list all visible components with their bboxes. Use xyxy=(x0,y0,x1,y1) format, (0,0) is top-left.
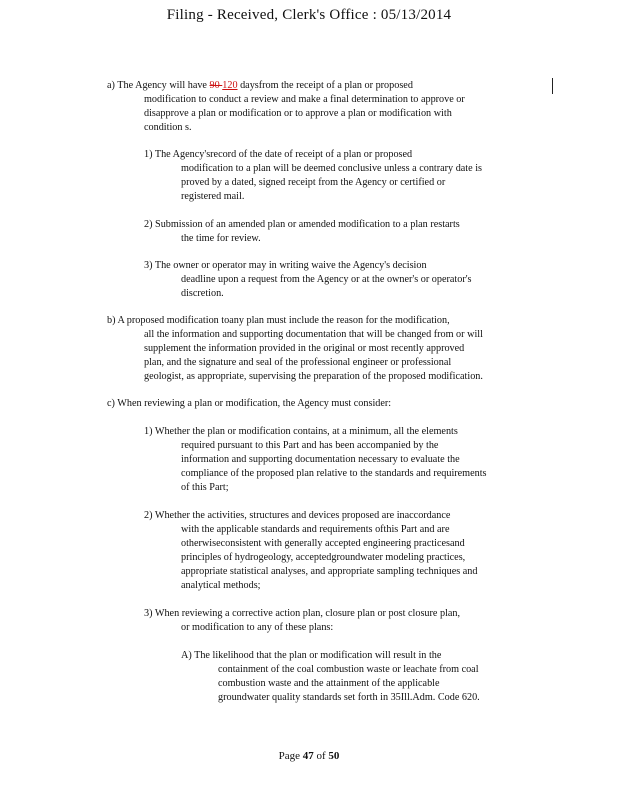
para-a-text: a) The Agency will have xyxy=(107,80,210,91)
para-c1-line: of this Part; xyxy=(181,482,229,493)
para-a-text: daysfrom the receipt of a plan or proposed xyxy=(237,80,413,91)
para-b-line: geologist, as appropriate, supervising the preparation of the proposed modification. xyxy=(144,371,483,382)
para-c2-line: 2) Whether the activities, structures and devices proposed are inaccordance xyxy=(144,510,451,521)
para-c2-line: analytical methods; xyxy=(181,580,261,591)
para-a1-line: registered mail. xyxy=(181,191,245,202)
deleted-text: 90 xyxy=(209,80,223,91)
para-c2-line: with the applicable standards and requirements ofthis Part and are xyxy=(181,524,450,535)
para-c-intro: c) When reviewing a plan or modification, the Agency must consider: xyxy=(107,398,392,409)
page-label: Page xyxy=(278,750,300,762)
para-a1-line: modification to a plan will be deemed conclusive unless a contrary date is xyxy=(181,163,483,174)
para-a3-line: discretion. xyxy=(181,288,224,299)
para-c1-line: required pursuant to this Part and has been accompanied by the xyxy=(181,440,439,451)
para-b-line: b) A proposed modification toany plan must include the reason for the modification, xyxy=(107,315,450,326)
inserted-text: 120 xyxy=(222,80,238,91)
para-a-line: disapprove a plan or modification or to approve a plan or modification with xyxy=(144,108,452,119)
para-a1-line: proved by a dated, signed receipt from the Agency or certified or xyxy=(181,177,446,188)
para-c2-line: appropriate statistical analyses, and appropriate sampling techniques and xyxy=(181,566,478,577)
para-a1-line: 1) The Agency'srecord of the date of receipt of a plan or proposed xyxy=(144,149,413,160)
page-footer xyxy=(0,750,618,762)
para-a3-line: 3) The owner or operator may in writing waive the Agency's decision xyxy=(144,260,427,271)
para-b-line: plan, and the signature and seal of the professional engineer or professional xyxy=(144,357,452,368)
para-c1-line: compliance of the proposed plan relative to the standards and requirements xyxy=(181,468,487,479)
page-number: 47 xyxy=(302,750,314,762)
page-total: 50 xyxy=(328,750,340,762)
para-a3-line: deadline upon a request from the Agency or at the owner's or operator's xyxy=(181,274,472,285)
para-b-line: all the information and supporting documentation that will be changed from or will xyxy=(144,329,483,340)
para-c3a-line: A) The likelihood that the plan or modification will result in the xyxy=(181,650,442,661)
of-label: of xyxy=(316,750,326,762)
para-c3a-line: combustion waste and the attainment of the applicable xyxy=(218,678,440,689)
page-header-title: Filing - Received, Clerk's Office : 05/13/2014 xyxy=(166,7,452,23)
text-cursor xyxy=(552,78,553,94)
para-c2-line: principles of hydrogeology, acceptedgroundwater modeling practices, xyxy=(181,552,466,563)
para-b-line: supplement the information provided in the original or most recently approved xyxy=(144,343,465,354)
para-a-line: condition s. xyxy=(144,122,192,133)
para-a2-line: 2) Submission of an amended plan or amended modification to a plan restarts xyxy=(144,219,460,230)
para-a-line: modification to conduct a review and make a final determination to approve or xyxy=(144,94,465,105)
para-c1-line: 1) Whether the plan or modification contains, at a minimum, all the elements xyxy=(144,426,458,437)
para-c3-line: 3) When reviewing a corrective action plan, closure plan or post closure plan, xyxy=(144,608,461,619)
para-c3a-line: containment of the coal combustion waste or leachate from coal xyxy=(218,664,479,675)
para-c2-line: otherwiseconsistent with generally accepted engineering practicesand xyxy=(181,538,465,549)
para-c3a-line: groundwater quality standards set forth in 35Ill.Adm. Code 620. xyxy=(218,692,480,703)
para-c1-line: information and supporting documentation necessary to evaluate the xyxy=(181,454,460,465)
para-a-line-1 xyxy=(107,79,413,93)
para-a2-line: the time for review. xyxy=(181,233,261,244)
para-c3-line: or modification to any of these plans: xyxy=(181,622,334,633)
